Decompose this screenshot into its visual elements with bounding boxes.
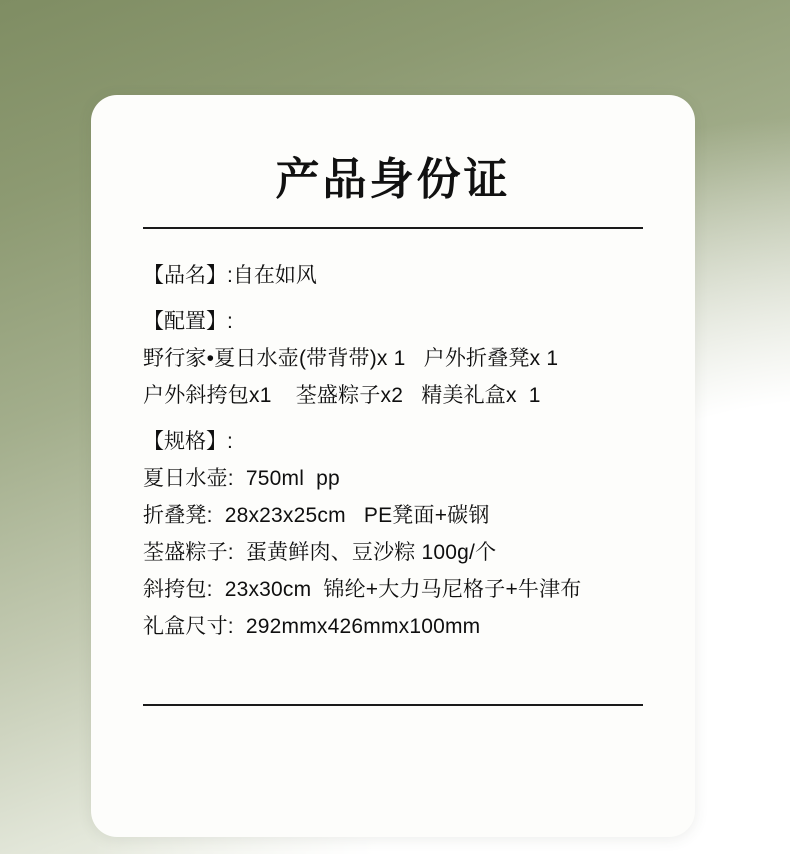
spacer [143,294,653,303]
product-id-card [91,95,695,837]
spec-line-zongzi: 荃盛粽子: 蛋黄鲜肉、豆沙粽 100g/个 [143,541,497,564]
config-line-2: 户外斜挎包x1 荃盛粽子x2 精美礼盒x 1 [143,384,541,407]
spec-row-name [143,257,653,294]
config-line-1: 野行家•夏日水壶(带背带)x 1 户外折叠凳x 1 [143,347,559,370]
spec-line-stool: 折叠凳: 28x23x25cm PE凳面+碳钢 [143,504,490,527]
spec-label-config: 【配置】: [143,310,233,333]
spec-label-specs: 【规格】: [143,430,233,453]
divider-top [143,227,643,229]
spec-line-giftbox: 礼盒尺寸: 292mmx426mmx100mm [143,615,481,638]
spec-value-name: 自在如风 [232,264,317,287]
spec-label-name: 【品名】: [143,264,233,287]
spec-line-bag: 斜挎包: 23x30cm 锦纶+大力马尼格子+牛津布 [143,578,582,601]
page-title: 产品身份证 [275,155,511,204]
spacer [143,414,653,423]
divider-bottom [143,704,643,706]
spec-line-bottle: 夏日水壶: 750ml pp [143,467,340,490]
card-body [143,257,653,645]
